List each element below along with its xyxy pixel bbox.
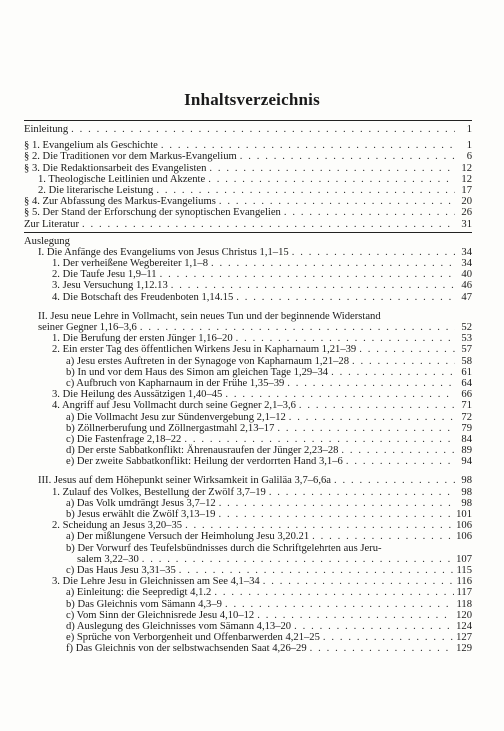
toc-entry-title: Zur Literatur xyxy=(24,218,80,230)
toc-entry-title: Auslegung xyxy=(24,235,70,247)
dot-leader xyxy=(142,554,453,565)
dot-leader xyxy=(323,632,453,643)
dot-leader xyxy=(156,185,455,196)
toc-entry-title: salem 3,22–30 xyxy=(77,553,139,565)
toc-entry[interactable] xyxy=(24,280,472,291)
toc-entry-page: 46 xyxy=(461,280,472,292)
toc-entry[interactable] xyxy=(24,400,472,411)
toc-entry-title: c) Die Fastenfrage 2,18–22 xyxy=(66,433,182,445)
toc-entry-page: 34 xyxy=(461,258,472,270)
toc-entry[interactable] xyxy=(24,151,472,162)
toc-entry-title: b) Der Vorwurf des Teufelsbündnisses durch die Schriftgelehrten aus Jeru- xyxy=(66,542,382,554)
toc-entry-page: 89 xyxy=(461,445,472,457)
toc-entry-title: 2. Die Taufe Jesu 1,9–11 xyxy=(52,269,157,281)
toc-entry-title: seiner Gegner 1,16–3,6 xyxy=(38,322,137,333)
toc-entry[interactable] xyxy=(24,487,472,498)
toc-entry[interactable] xyxy=(24,576,472,587)
dot-leader xyxy=(263,576,454,587)
dot-leader xyxy=(219,196,455,207)
dot-leader xyxy=(171,280,455,291)
dot-leader xyxy=(346,456,455,467)
toc-entry[interactable] xyxy=(24,163,472,174)
toc-entry[interactable] xyxy=(24,412,472,423)
toc-entry[interactable] xyxy=(24,543,472,554)
toc-entry-page: 107 xyxy=(456,553,472,565)
toc-entry[interactable] xyxy=(24,207,472,218)
toc-entry[interactable] xyxy=(24,269,472,280)
toc-entry-page: 106 xyxy=(456,520,472,532)
toc-entry-page: 106 xyxy=(456,531,472,543)
dot-leader xyxy=(236,333,455,344)
toc-entry-title: a) Die Vollmacht Jesu zur Sündenvergebung 2,1–12 xyxy=(66,411,286,423)
toc-entry-title: c) Vom Sinn der Gleichnisrede Jesu 4,10–12 xyxy=(66,609,255,621)
dot-leader xyxy=(71,124,455,135)
toc-entry[interactable] xyxy=(24,498,472,509)
dot-leader xyxy=(312,531,453,542)
toc-entry-page: 26 xyxy=(461,207,472,219)
dot-leader xyxy=(179,565,454,576)
toc-entry-title: 4. Die Botschaft des Freudenboten 1,14.15 xyxy=(52,291,234,303)
toc-entry[interactable] xyxy=(24,247,472,258)
toc-entry[interactable] xyxy=(24,423,472,434)
toc-entry-page: 34 xyxy=(461,246,472,258)
dot-leader xyxy=(185,520,453,531)
dot-leader xyxy=(184,434,455,445)
dot-leader xyxy=(359,344,455,355)
dot-leader xyxy=(294,621,453,632)
toc-entry-page: 71 xyxy=(461,400,472,412)
toc-entry-page: 115 xyxy=(456,564,472,576)
toc-entry-page: 52 xyxy=(461,322,472,333)
toc-entry-page: 66 xyxy=(461,389,472,401)
spacer xyxy=(24,467,472,475)
toc-entry-title: 2. Scheidung an Jesus 3,20–35 xyxy=(52,520,183,532)
dot-leader xyxy=(209,163,455,174)
toc-entry-title: 4. Angriff auf Jesu Vollmacht durch seine Gegner 2,1–3,6 xyxy=(52,400,296,412)
toc-entry-page: 31 xyxy=(461,218,472,230)
dot-leader xyxy=(310,643,453,654)
dot-leader xyxy=(140,322,455,333)
toc-entry-title: 1. Die Berufung der ersten Jünger 1,16–20 xyxy=(52,333,233,345)
toc-entry[interactable] xyxy=(24,632,472,643)
toc-entry-title: § 3. Die Redaktionsarbeit des Evangelisten xyxy=(24,162,207,174)
toc-entry-page: 72 xyxy=(461,411,472,423)
toc-entry[interactable] xyxy=(24,174,472,185)
toc-entry-title: f) Das Gleichnis von der selbstwachsenden Saat 4,26–29 xyxy=(66,643,307,655)
dot-leader xyxy=(299,400,455,411)
dot-leader xyxy=(211,258,455,269)
toc-entry-page: 118 xyxy=(456,598,472,610)
toc-entry-page: 98 xyxy=(461,497,472,509)
dot-leader xyxy=(240,151,455,162)
toc-entry-page: 116 xyxy=(456,576,472,588)
toc-entry-title: 1. Zulauf des Volkes, Bestellung der Zwölf 3,7–19 xyxy=(52,486,266,498)
dot-leader xyxy=(236,292,455,303)
toc-entry[interactable] xyxy=(24,367,472,378)
toc-entry-title: b) Jesus erwählt die Zwölf 3,13–19 xyxy=(66,509,216,520)
toc-entry-title: § 1. Evangelium als Geschichte xyxy=(24,140,158,152)
toc-entry-title: e) Sprüche von Verborgenheit und Offenbarwerden 4,21–25 xyxy=(66,632,320,644)
dot-leader xyxy=(160,269,455,280)
toc-entry[interactable] xyxy=(24,311,472,322)
toc-entry[interactable] xyxy=(24,587,472,598)
toc-entry[interactable] xyxy=(24,378,472,389)
dot-leader xyxy=(277,423,455,434)
toc-entry[interactable] xyxy=(24,509,472,520)
dot-leader xyxy=(218,509,453,520)
toc-entry-page: 98 xyxy=(461,486,472,498)
toc-entry-page: 17 xyxy=(461,184,472,196)
toc-entry-title: § 2. Die Traditionen vor dem Markus-Evangelium xyxy=(24,151,237,163)
toc-entry[interactable] xyxy=(24,610,472,621)
toc-entry-page: 6 xyxy=(466,151,472,163)
dot-leader xyxy=(161,140,455,151)
toc-entry-page: 94 xyxy=(461,456,472,468)
toc-entry[interactable] xyxy=(24,185,472,196)
dot-leader xyxy=(225,599,454,610)
toc-entry-title: § 4. Zur Abfassung des Markus-Evangeliums xyxy=(24,196,216,208)
dot-leader xyxy=(287,378,455,389)
toc-entry[interactable] xyxy=(24,236,472,247)
dot-leader xyxy=(82,219,455,230)
toc-entry-title: 3. Jesu Versuchung 1,12.13 xyxy=(52,280,168,292)
toc-entry-page: 1 xyxy=(466,140,472,152)
toc-entry-title: a) Der mißlungene Versuch der Heimholung Jesu 3,20.21 xyxy=(66,531,310,543)
dot-leader xyxy=(219,498,455,509)
toc-entry[interactable] xyxy=(24,258,472,269)
top-rule xyxy=(24,120,472,121)
toc-entry[interactable] xyxy=(24,196,472,207)
toc-entry-title: a) Das Volk umdrängt Jesus 3,7–12 xyxy=(66,497,216,509)
toc-entry-page: 47 xyxy=(461,291,472,303)
toc-entry[interactable] xyxy=(24,520,472,531)
table-of-contents xyxy=(24,124,472,654)
dot-leader xyxy=(352,356,455,367)
toc-entry-page: 101 xyxy=(456,509,472,520)
toc-entry-title: a) Einleitung: die Seepredigt 4,1.2 xyxy=(66,587,212,599)
toc-entry-title: b) In und vor dem Haus des Simon am gleichen Tage 1,29–34 xyxy=(66,366,329,378)
toc-entry[interactable] xyxy=(24,389,472,400)
toc-entry-page: 12 xyxy=(461,173,472,185)
toc-entry-page: 124 xyxy=(456,620,472,632)
toc-entry-title: III. Jesus auf dem Höhepunkt seiner Wirksamkeit in Galiläa 3,7–6,6a xyxy=(38,475,331,487)
spacer xyxy=(24,303,472,311)
toc-entry-title: 3. Die Lehre Jesu in Gleichnissen am See 4,1–34 xyxy=(52,576,260,588)
toc-entry-page: 98 xyxy=(461,475,472,487)
toc-entry[interactable] xyxy=(24,124,472,135)
toc-entry-title: d) Auslegung des Gleichnisses vom Sämann 4,13–20 xyxy=(66,620,292,632)
toc-entry-page: 127 xyxy=(456,632,472,644)
toc-entry[interactable] xyxy=(24,356,472,367)
toc-entry-title: 1. Theologische Leitlinien und Akzente xyxy=(38,173,206,185)
toc-entry-page: 40 xyxy=(461,269,472,281)
dot-leader xyxy=(225,389,455,400)
toc-entry-title: 1. Der verheißene Wegbereiter 1,1–8 xyxy=(52,258,209,270)
toc-entry-page: 64 xyxy=(461,377,472,389)
toc-entry-title: e) Der zweite Sabbatkonflikt: Heilung der verdorrten Hand 3,1–6 xyxy=(66,456,343,468)
dot-leader xyxy=(284,207,455,218)
page-title: Inhaltsverzeichnis xyxy=(184,90,320,109)
toc-entry-page: 61 xyxy=(461,366,472,378)
toc-entry-page: 79 xyxy=(461,422,472,434)
dot-leader xyxy=(289,412,455,423)
toc-entry-page: 1 xyxy=(466,124,472,135)
toc-entry[interactable] xyxy=(24,621,472,632)
toc-entry[interactable] xyxy=(24,456,472,467)
toc-entry-title: c) Das Haus Jesu 3,31–35 xyxy=(66,564,176,576)
toc-entry[interactable] xyxy=(24,565,472,576)
toc-entry-page: 53 xyxy=(461,333,472,345)
dot-leader xyxy=(292,247,455,258)
toc-entry[interactable] xyxy=(24,434,472,445)
toc-entry[interactable] xyxy=(24,333,472,344)
dot-leader xyxy=(257,610,453,621)
toc-entry-title: II. Jesu neue Lehre in Vollmacht, sein neues Tun und der beginnende Widerstand xyxy=(38,310,381,322)
toc-entry-title: I. Die Anfänge des Evangeliums von Jesus Christus 1,1–15 xyxy=(38,246,289,258)
toc-entry[interactable] xyxy=(24,554,472,565)
toc-entry-title: 2. Ein erster Tag des öffentlichen Wirkens Jesu in Kapharnaum 1,21–39 xyxy=(52,344,357,356)
toc-entry-title: d) Der erste Sabbatkonflikt: Ährenausraufen der Jünger 2,23–28 xyxy=(66,445,339,457)
dot-leader xyxy=(331,367,455,378)
toc-entry-page: 12 xyxy=(461,162,472,174)
toc-entry-page: 117 xyxy=(456,587,472,599)
toc-entry[interactable] xyxy=(24,643,472,654)
toc-entry-title: a) Jesu erstes Auftreten in der Synagoge von Kapharnaum 1,21–28 xyxy=(66,355,350,367)
dot-leader xyxy=(334,475,455,486)
toc-entry-title: b) Das Gleichnis vom Sämann 4,3–9 xyxy=(66,598,222,610)
toc-entry[interactable] xyxy=(24,531,472,542)
toc-entry-title: § 5. Der Stand der Erforschung der synoptischen Evangelien xyxy=(24,207,281,219)
toc-entry[interactable] xyxy=(24,292,472,303)
toc-entry[interactable] xyxy=(24,599,472,610)
dot-leader xyxy=(208,174,455,185)
toc-entry-page: 20 xyxy=(461,196,472,208)
toc-entry[interactable] xyxy=(24,219,472,230)
toc-entry-title: b) Zöllnerberufung und Zöllnergastmahl 2,13–17 xyxy=(66,422,275,434)
toc-entry-title: 3. Die Heilung des Aussätzigen 1,40–45 xyxy=(52,389,223,401)
dot-leader xyxy=(341,445,455,456)
dot-leader xyxy=(269,487,455,498)
toc-entry-title: c) Aufbruch von Kapharnaum in der Frühe 1,35–39 xyxy=(66,377,285,389)
toc-entry-page: 58 xyxy=(461,355,472,367)
dot-leader xyxy=(214,587,453,598)
toc-entry-title: Einleitung xyxy=(24,124,69,135)
toc-entry-title: 2. Die literarische Leistung xyxy=(38,184,154,196)
toc-entry-page: 129 xyxy=(456,643,472,655)
toc-entry[interactable] xyxy=(24,140,472,151)
toc-entry-page: 57 xyxy=(461,344,472,356)
toc-entry[interactable] xyxy=(24,344,472,355)
toc-entry-page: 120 xyxy=(456,609,472,621)
toc-entry[interactable] xyxy=(24,475,472,486)
toc-entry[interactable] xyxy=(24,322,472,333)
toc-entry-page: 84 xyxy=(461,433,472,445)
toc-entry[interactable] xyxy=(24,445,472,456)
